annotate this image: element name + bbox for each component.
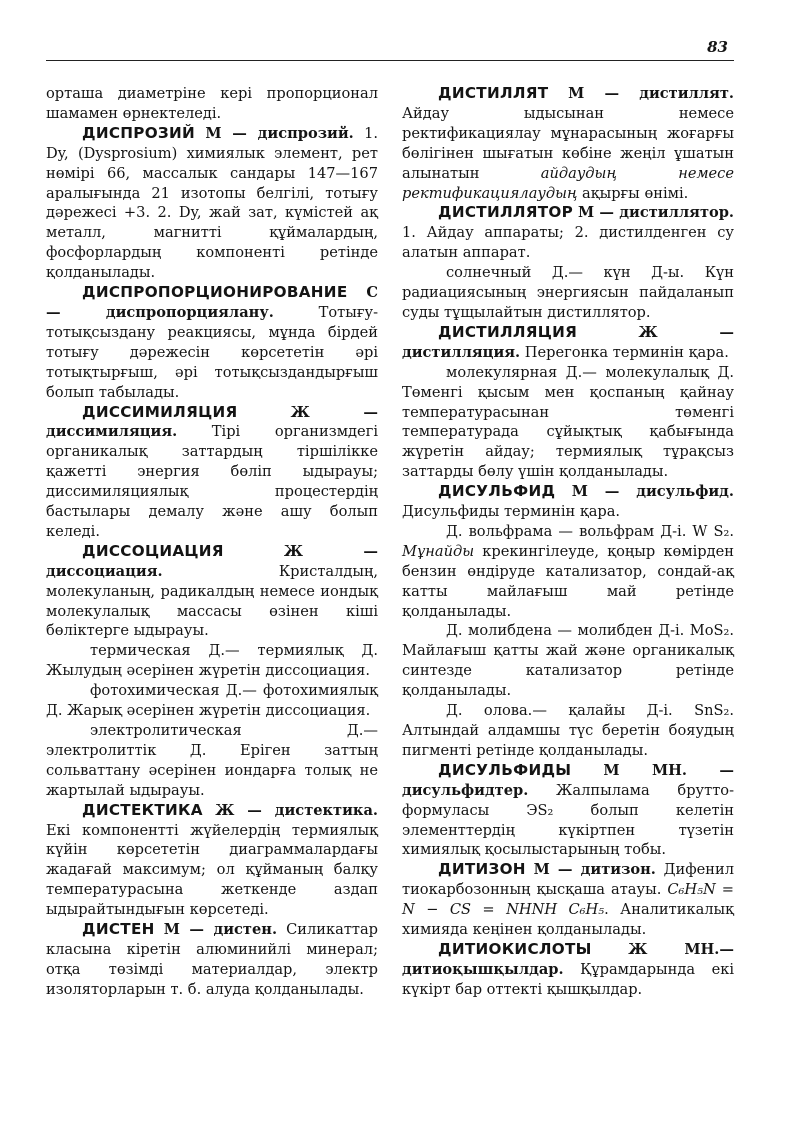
translation: Ж — диссимиляция. <box>46 403 378 441</box>
headword: ДИТИОКИСЛОТЫ <box>438 939 592 958</box>
entry-disulfidy <box>402 761 734 861</box>
left-column <box>46 84 378 1000</box>
translation: М — дистиллят. <box>568 85 734 102</box>
entry-ditizon <box>402 860 734 940</box>
headword: ДИСУЛЬФИД <box>438 482 556 501</box>
headword: ДИСТИЛЛЯТОР <box>438 203 574 222</box>
translation: М МН. — дисульфидтер. <box>402 761 735 799</box>
definition: Дисульфиды терминін қара. <box>402 503 621 521</box>
definition: Дифенил тиокарбозонның қысқаша атауы. <box>402 861 734 899</box>
headword: ДИСУЛЬФИДЫ <box>438 760 572 779</box>
subentry-molybdenum: Д. молибдена — молибден Д-і. MoS₂. Майлағыш қатты жай және органикалық синтезде катализатор ретінде қолданылады. <box>402 622 734 700</box>
subentry-italic: Мұнайды <box>402 542 475 560</box>
definition: 1. Айдау аппараты; 2. дистилденген су алатын аппарат. <box>402 224 734 262</box>
definition: Жалпылама брутто-формуласы ЭS₂ болып келетін элементтердің күкіртпен түзетін химиялық қосылыстарының тобы. <box>402 781 734 859</box>
subentry-electrolytic: электролитическая Д.— электролиттік Д. Еріген заттың сольваттану әсерінен иондарға толық не жартылай ыдырауы. <box>46 722 378 799</box>
headword: ДИСТИЛЛЯТ <box>438 84 549 102</box>
definition-end: . Аналитикалық химияда кеңінен қолданылады. <box>402 901 735 939</box>
translation: М — дистен. <box>163 921 278 939</box>
header-rule <box>46 60 734 61</box>
subentry-thermal: термическая Д.— термиялық Д. Жылудың әсерінен жүретін диссоциация. <box>46 642 378 680</box>
headword: ДИССОЦИАЦИЯ <box>82 541 224 560</box>
definition-italic: айдаудың немесе ректификациялаудың <box>402 164 734 202</box>
translation: М — дисульфид. <box>571 483 734 501</box>
entry-disten <box>46 920 378 1000</box>
entry-distillyator <box>402 203 734 263</box>
headword: ДИТИЗОН <box>438 860 526 879</box>
headword: ДИСТЕН <box>82 920 155 939</box>
definition: Екі компонентті жүйелердің термиялық күйін көрсететін диаграммалардағы жадағай максимум; ол құйманың балқу температурасына жеткенде аздап ыдырайтындығын көрсетеді. <box>46 821 378 919</box>
definition: 1. Dy, (Dysprosium) химиялык элемент, рет нөмірі 66, массалык сандары 147—167 аралығында 21 изотопы белгілі, тотығу дәрежесі +3. 2. Dy, жай зат, күмістей ақ металл, магнитті құймалардың, фосфорлардың компоненті ретінде қолданылады. <box>46 124 379 282</box>
entry-disproziy <box>46 124 378 283</box>
subentry-text-end: крекингілеуде, қоңыр көмірден бензин өндіруде катализатор, сондай-ақ катты майлағыш май ретінде қолданылады. <box>402 542 734 620</box>
page-number: 83 <box>707 38 728 56</box>
entry-distektika <box>46 801 378 920</box>
translation: Ж — дистектика. <box>215 801 378 819</box>
entry-dissimilyatsiya <box>46 403 378 542</box>
entry-ditiokisloty <box>402 940 734 1000</box>
right-column <box>402 84 734 1000</box>
headword: ДИСТИЛЛЯЦИЯ <box>438 322 578 341</box>
subentry-text: Д. вольфрама — вольфрам Д-і. W S₂. <box>446 522 734 540</box>
entry-disproportsionirovanie <box>46 283 378 402</box>
definition: Тірі организмдегі органикалық заттардың тіршілікке қажетті энергия бөліп ыдырауы; диссимиляциялық процестердің бастылары демалу және ашу болып келеді. <box>46 423 378 540</box>
translation: Ж — дистилляция. <box>402 323 735 361</box>
definition: Тотығу-тотықсыздану реакциясы, мұнда бірдей тотығу дәрежесін көрсететін әрі тотықтырғыш, әрі тотықсыздандырғыш болып табылады. <box>46 303 379 401</box>
translation: М — дистиллятор. <box>577 204 735 222</box>
definition: Перегонка терминін қара. <box>524 343 729 361</box>
headword: ДИССИМИЛЯЦИЯ <box>82 402 238 421</box>
entry-distillyat <box>402 84 734 203</box>
formula: C₆H₅N = N − CS = NHNH C₆H₅ <box>402 881 735 919</box>
translation: Ж МН.— дитиоқышқылдар. <box>402 940 734 978</box>
subentry-tungsten <box>402 522 734 622</box>
definition: Кристалдың, молекуланың, радикалдың немесе иондық молекулалық массасы өзінен кіші бөліктерге ыдырауы. <box>46 562 378 640</box>
entry-disulfid <box>402 482 734 522</box>
entry-dissotsiatsiya <box>46 542 378 642</box>
headword: ДИСПРОЗИЙ <box>82 123 196 142</box>
translation: С — диспропорциялану. <box>46 284 378 321</box>
headword: ДИСПРОПОРЦИОНИРОВАНИЕ <box>82 283 348 302</box>
subentry-molecular: молекулярная Д.— молекулалық Д. Төменгі қысым мен қоспаның қайнау температурасынан төменгі температурада сұйықтық қабығында жүретін айдау; термиялық тұрақсыз заттарды бөлу үшін қолданылады. <box>402 363 734 481</box>
translation: Ж — диссоциация. <box>46 542 379 580</box>
headword: ДИСТЕКТИКА <box>82 800 203 819</box>
subentry-tin: Д. олова.— қалайы Д-і. SnS₂. Алтындай алдамшы түс беретін бояудың пигменті ретінде қолданылады. <box>402 702 734 759</box>
continuation-text: орташа диаметріне кері пропорционал шамамен өрнектеледі. <box>46 85 378 122</box>
subentry-solar: солнечный Д.— күн Д-ы. Күн радиациясының энергиясын пайдаланып суды тұщылайтын дистиллятор. <box>402 264 734 321</box>
translation: М — дитизон. <box>533 861 656 879</box>
entry-distillyatsiya <box>402 323 734 363</box>
definition: Силикаттар класына кіретін алюминийлі минерал; отқа төзімді материалдар, электр изоляторларын т. б. алуда қолданылады. <box>46 921 379 998</box>
translation: М — диспрозий. <box>205 124 354 142</box>
definition: Айдау ыдысынан немесе ректификациялау мұнарасының жоғарғы бөлігінен шығатын көбіне жеңіл ұшатын алынатын <box>402 104 734 182</box>
definition-end: ақырғы өнімі. <box>577 184 689 202</box>
definition: Құрамдарында екі күкірт бар оттекті қышқылдар. <box>402 960 734 998</box>
subentry-photochemical: фотохимическая Д.— фотохимиялық Д. Жарық әсерінен жүретін диссоциация. <box>46 682 378 720</box>
